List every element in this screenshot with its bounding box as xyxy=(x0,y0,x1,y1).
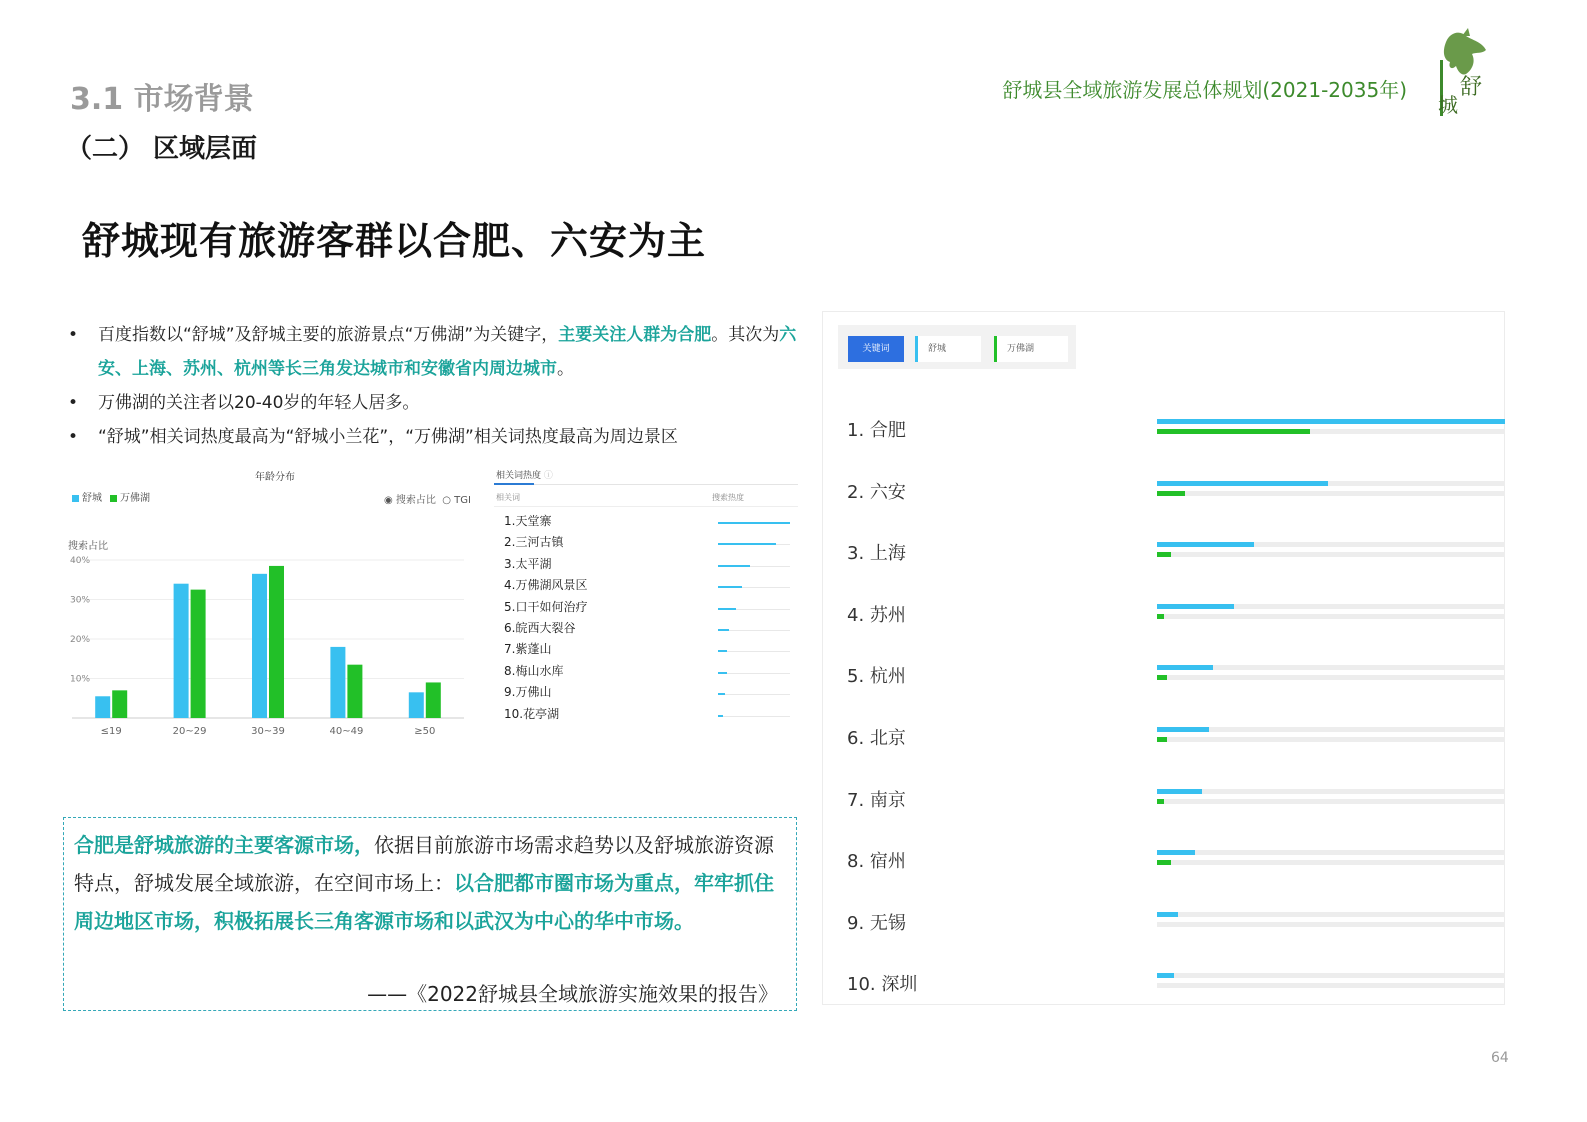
city-rank-label: 5. 杭州 xyxy=(847,666,906,688)
col-header-heat: 搜索热度 xyxy=(712,493,744,502)
svg-text:城: 城 xyxy=(1438,93,1458,117)
related-word-item: 9.万佛山 xyxy=(504,685,552,700)
heat-bar-track xyxy=(718,630,790,631)
rank-bar-track xyxy=(1157,552,1505,557)
related-word-item: 10.花亭湖 xyxy=(504,706,560,721)
rank-bar-wanfohu xyxy=(1157,552,1171,557)
related-tab-indicator xyxy=(494,483,534,485)
rank-bar-shucheng xyxy=(1157,850,1195,855)
related-word-item: 3.太平湖 xyxy=(504,556,552,571)
rank-bar-shucheng xyxy=(1157,727,1209,732)
x-tick-label: ≤19 xyxy=(100,726,122,737)
city-rank-label: 8. 宿州 xyxy=(847,851,906,873)
city-rank-label: 4. 苏州 xyxy=(847,604,906,626)
rank-bar-track xyxy=(1157,737,1505,742)
bar-wanfohu xyxy=(347,665,362,718)
heat-bar xyxy=(718,629,729,631)
x-tick-label: ≥50 xyxy=(414,726,436,737)
logo-text: 舒 xyxy=(1460,75,1483,100)
y-tick-label: 10% xyxy=(70,674,91,685)
x-tick-label: 40~49 xyxy=(329,726,364,737)
city-rank-label: 3. 上海 xyxy=(847,543,906,565)
rank-bar-shucheng xyxy=(1157,419,1505,424)
city-rank-label: 10. 深圳 xyxy=(847,974,918,996)
rank-bar-shucheng xyxy=(1157,912,1178,917)
heat-bar xyxy=(718,715,723,717)
heat-bar xyxy=(718,650,727,652)
rank-bar-shucheng xyxy=(1157,604,1234,609)
y-tick-label: 40% xyxy=(70,556,91,566)
rank-bar-wanfohu xyxy=(1157,614,1164,619)
rank-bar-track xyxy=(1157,789,1505,794)
y-tick-label: 30% xyxy=(70,595,91,606)
age-chart-title: 年龄分布 xyxy=(255,472,295,483)
rank-bar-shucheng xyxy=(1157,973,1174,978)
bar-shucheng xyxy=(330,647,345,718)
page-number: 64 xyxy=(1491,1050,1509,1066)
legend-item-wanfohu: 万佛湖 xyxy=(110,489,150,504)
radio-tgi[interactable]: ○ TGI xyxy=(442,495,471,506)
heat-bar-track xyxy=(718,651,790,652)
rank-bar-shucheng xyxy=(1157,789,1202,794)
related-word-item: 1.天堂寨 xyxy=(504,514,552,528)
city-rank-label: 9. 无锡 xyxy=(847,912,906,934)
heat-bar xyxy=(718,608,736,610)
rank-bar-track xyxy=(1157,799,1505,804)
page-headline: 舒城现有旅游客群以合肥、六安为主 xyxy=(82,219,707,263)
bullet-item: • 百度指数以“舒城”及舒城主要的旅游景点“万佛湖”为关键字，主要关注人群为合肥。其次为六安、上海、苏州、杭州等长三角发达城市和安徽省内周边城市。 xyxy=(66,318,806,386)
quote-box xyxy=(63,817,797,1011)
rank-bar-track xyxy=(1157,912,1505,917)
age-chart-ylabel: 搜索占比 xyxy=(68,541,108,552)
rank-bar-track xyxy=(1157,860,1505,865)
bar-wanfohu xyxy=(426,682,441,718)
related-word-item: 8.梅山水库 xyxy=(504,663,564,678)
bullet-list xyxy=(66,318,806,454)
city-rank-label: 1. 合肥 xyxy=(847,420,906,441)
col-header-word: 相关词 xyxy=(496,493,520,502)
legend-item-shucheng: 舒城 xyxy=(72,489,102,504)
subsection-title: （二） 区域层面 xyxy=(66,134,258,164)
rank-bar-track xyxy=(1157,675,1505,680)
rank-bar-shucheng xyxy=(1157,481,1328,486)
horse-logo-icon xyxy=(1432,24,1492,120)
related-word-item: 5.口干如何治疗 xyxy=(504,599,588,614)
heat-bar-track xyxy=(718,673,790,674)
related-words-title: 相关词热度 ⓘ xyxy=(496,471,553,481)
bar-shucheng xyxy=(409,692,424,718)
rank-bar-wanfohu xyxy=(1157,737,1167,742)
heat-bar xyxy=(718,565,750,567)
related-word-item: 7.紫蓬山 xyxy=(504,642,552,657)
city-rank-label: 7. 南京 xyxy=(847,789,906,811)
rank-bar-track xyxy=(1157,983,1505,988)
quote-text: 合肥是舒城旅游的主要客源市场，依据目前旅游市场需求趋势以及舒城旅游资源特点，舒城发展全域旅游，在空间市场上：以合肥都市圈市场为重点，牢牢抓住周边地区市场，积极拓展长三角客源市场和以武汉为中心的华中市场。 xyxy=(74,833,774,933)
city-rank-label: 6. 北京 xyxy=(847,728,906,749)
bullet-item: • 万佛湖的关注者以20-40岁的年轻人居多。 xyxy=(66,386,806,420)
rank-bar-wanfohu xyxy=(1157,860,1171,865)
bullet-item: • “舒城”相关词热度最高为“舒城小兰花”，“万佛湖”相关词热度最高为周边景区 xyxy=(66,420,806,454)
heat-bar-track xyxy=(718,716,790,717)
rank-bar-wanfohu xyxy=(1157,799,1164,804)
section-title: 3.1 市场背景 xyxy=(70,82,254,117)
rank-bar-wanfohu xyxy=(1157,429,1310,434)
heat-bar xyxy=(718,543,776,545)
tab-shucheng[interactable]: 舒城 xyxy=(915,336,981,362)
heat-bar xyxy=(718,522,790,524)
rank-bar-track xyxy=(1157,922,1505,927)
rank-bar-track xyxy=(1157,850,1505,855)
y-tick-label: 20% xyxy=(70,635,91,645)
bar-wanfohu xyxy=(112,690,127,718)
bar-shucheng xyxy=(174,584,189,718)
radio-search-share[interactable]: ◉ 搜索占比 xyxy=(384,495,436,506)
rank-bar-track xyxy=(1157,973,1505,978)
city-rank-label: 2. 六安 xyxy=(847,481,906,503)
rank-bar-track xyxy=(1157,491,1505,496)
rank-bar-wanfohu xyxy=(1157,491,1185,496)
related-word-item: 6.皖西大裂谷 xyxy=(504,621,576,635)
related-word-item: 4.万佛湖风景区 xyxy=(504,578,588,593)
age-chart-legend xyxy=(72,489,150,504)
rank-bar-shucheng xyxy=(1157,665,1213,670)
city-ranking-panel xyxy=(822,311,1505,1005)
rank-bar-track xyxy=(1157,614,1505,619)
tab-wanfohu[interactable]: 万佛湖 xyxy=(994,336,1068,362)
bar-wanfohu xyxy=(269,566,284,718)
document-title: 舒城县全域旅游发展总体规划(2021-2035年) xyxy=(1002,78,1407,102)
tab-keyword[interactable]: 关键词 xyxy=(848,336,904,362)
quote-source: ——《2022舒城县全域旅游实施效果的报告》 xyxy=(367,982,778,1006)
rank-bar-shucheng xyxy=(1157,542,1254,547)
related-word-item: 2.三河古镇 xyxy=(504,535,564,550)
heat-bar xyxy=(718,672,727,674)
related-words-panel xyxy=(494,462,798,732)
age-distribution-chart xyxy=(60,548,470,743)
bar-wanfohu xyxy=(191,590,206,718)
metric-radio-group xyxy=(384,491,471,506)
heat-bar xyxy=(718,693,725,695)
heat-bar-track xyxy=(718,694,790,695)
rank-bar-wanfohu xyxy=(1157,675,1167,680)
x-tick-label: 20~29 xyxy=(172,726,207,737)
bar-shucheng xyxy=(95,696,110,718)
heat-bar xyxy=(718,586,742,588)
bar-shucheng xyxy=(252,574,267,718)
x-tick-label: 30~39 xyxy=(251,726,285,737)
rank-bar-track xyxy=(1157,727,1505,732)
